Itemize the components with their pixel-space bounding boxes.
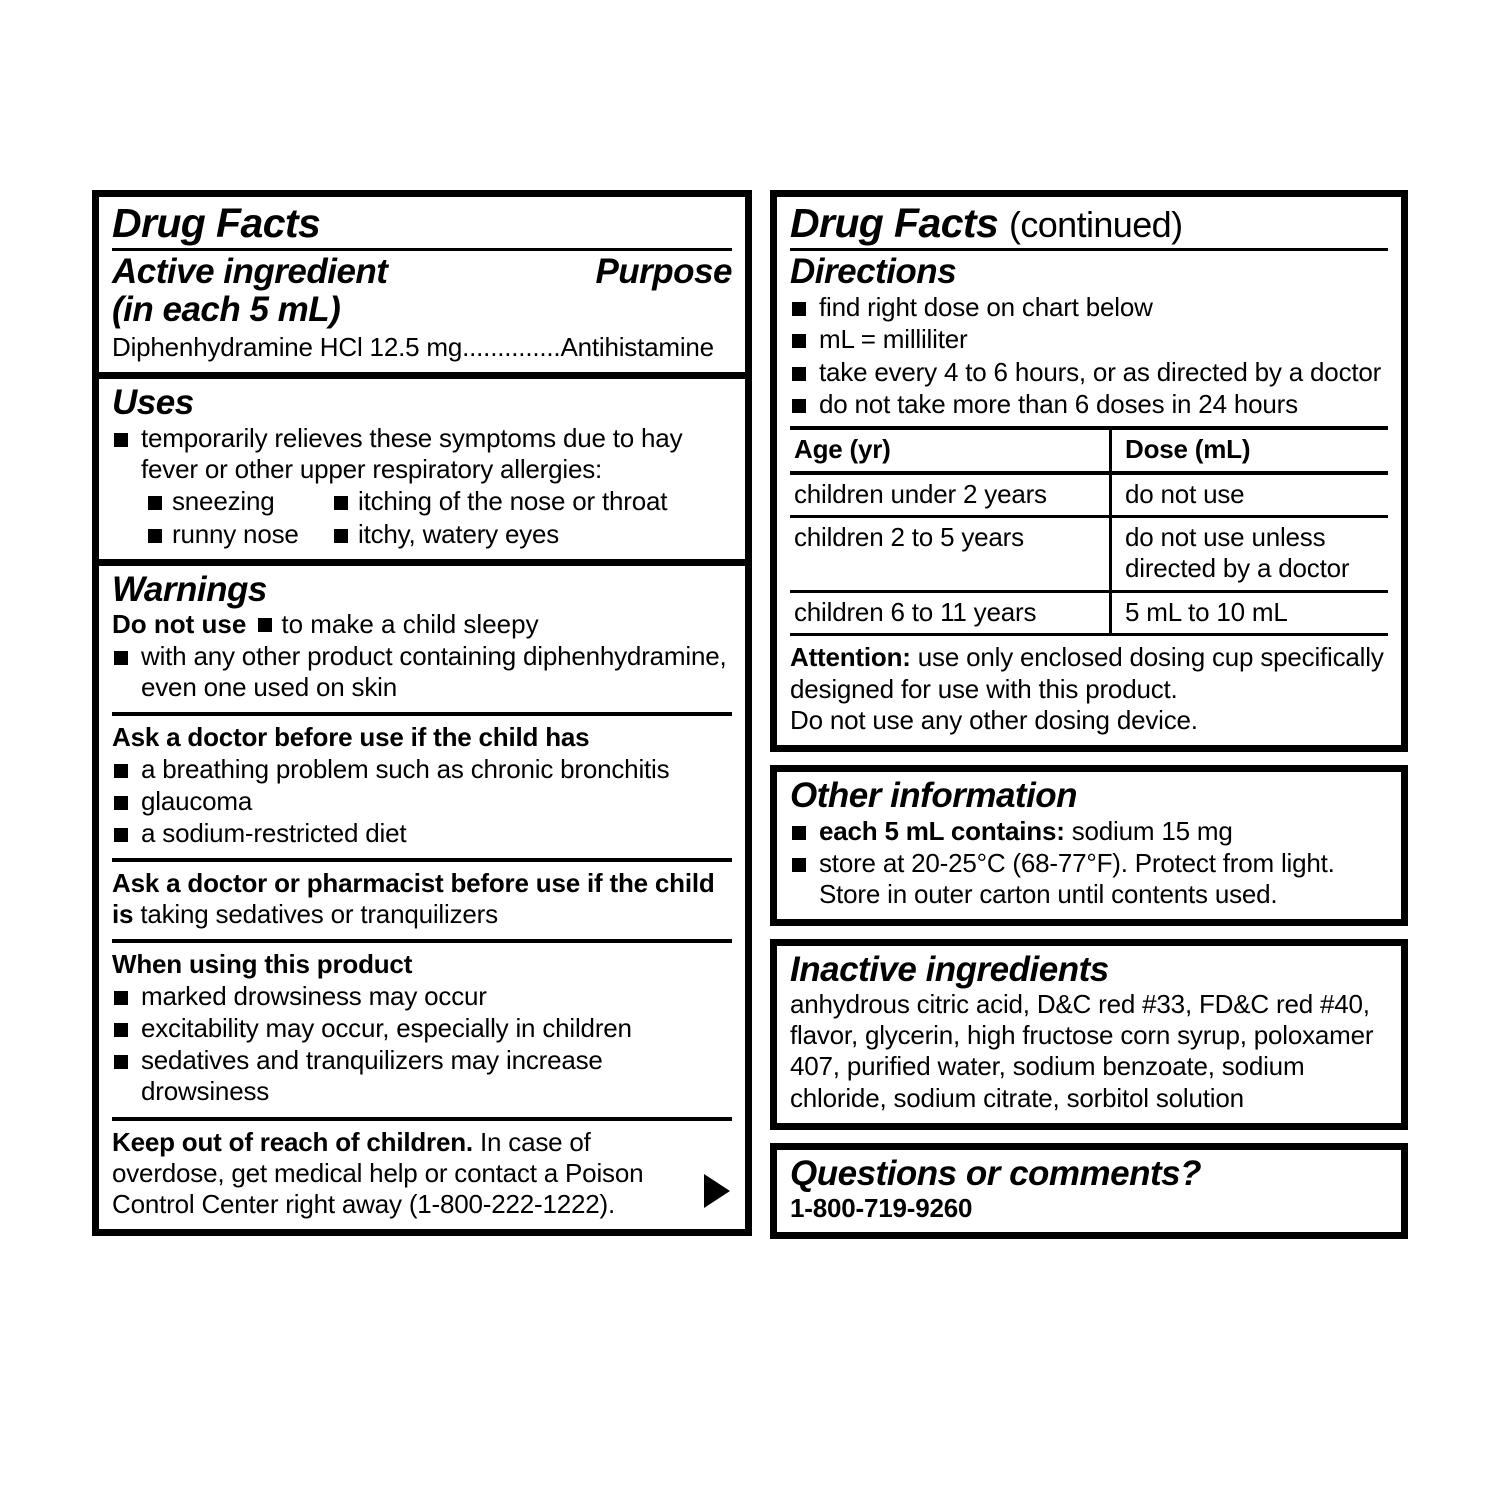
directions-panel xyxy=(770,190,1408,752)
when-using-bullets xyxy=(112,981,732,1108)
uses-symptoms-col2 xyxy=(328,485,732,549)
list-item: a breathing problem such as chronic bronchitis xyxy=(112,754,732,785)
ask-pharmacist-heading: Ask a doctor or pharmacist before use if the child xyxy=(112,868,715,899)
do-not-use-bullets xyxy=(112,641,732,703)
list-item: do not take more than 6 doses in 24 hours xyxy=(790,389,1388,420)
list-item: itchy, watery eyes xyxy=(328,519,732,550)
list-item: mL = milliliter xyxy=(790,324,1388,355)
section-questions xyxy=(777,1150,1401,1232)
other-info-text-1: store at 20-25°C (68-77°F). Protect from light. Store in outer carton until contents used. xyxy=(819,847,1335,910)
cell-age: children 6 to 11 years xyxy=(790,591,1111,635)
section-other-information xyxy=(777,772,1401,919)
section-inactive-ingredients xyxy=(777,946,1401,1123)
warnings-subdivider xyxy=(112,858,732,862)
column-header-age: Age (yr) xyxy=(790,428,1111,473)
list-item: with any other product containing diphenhydramine, even one used on skin xyxy=(112,641,732,703)
other-information-heading: Other information xyxy=(790,775,1078,815)
left-panel xyxy=(92,190,752,1236)
list-item: itching of the nose or throat xyxy=(328,486,732,517)
list-item: sneezing xyxy=(142,486,328,517)
title-rule xyxy=(112,248,732,251)
cell-dose: do not use xyxy=(1125,478,1245,509)
inactive-ingredients-panel xyxy=(770,939,1408,1130)
directions-heading: Directions xyxy=(790,252,957,292)
warnings-subdivider xyxy=(112,712,732,716)
table-row xyxy=(790,517,1388,591)
ask-pharmacist-bold-word: is xyxy=(112,899,134,930)
page-title-continued-suffix: (continued) xyxy=(1008,204,1183,245)
attention-label: Attention: xyxy=(790,642,911,673)
active-ingredient-heading-line1: Active ingredient xyxy=(112,252,388,292)
do-not-use-label: Do not use xyxy=(112,608,247,639)
ask-pharmacist-text: taking sedatives or tranquilizers xyxy=(133,899,498,930)
other-info-bold-0: each 5 mL contains: xyxy=(819,815,1065,846)
keep-out-bold: Keep out of reach of children. xyxy=(112,1126,473,1157)
keep-out-of-reach-block xyxy=(112,1127,732,1221)
warnings-subdivider xyxy=(112,939,732,943)
attention-text: use only enclosed dosing cup specifically designed for use with this product. xyxy=(790,642,1384,704)
keep-out-of-reach-line xyxy=(112,1127,732,1221)
questions-heading: Questions or comments? xyxy=(790,1153,1202,1193)
section-uses xyxy=(99,379,745,559)
column-header-dose: Dose (mL) xyxy=(1125,434,1251,464)
ask-doctor-heading: Ask a doctor before use if the child has xyxy=(112,722,590,753)
questions-panel xyxy=(770,1143,1408,1239)
table-header-row xyxy=(790,428,1388,473)
purpose-heading: Purpose xyxy=(595,252,732,292)
list-item: sedatives and tranquilizers may increase drowsiness xyxy=(112,1045,732,1107)
active-ingredient-heading-line2: (in each 5 mL) xyxy=(112,290,341,330)
title-rule xyxy=(790,248,1388,251)
table-row xyxy=(790,473,1388,517)
keep-out-text: In case of overdose, get medical help or contact a Poison Control Center right away (1-800-222-1222). xyxy=(112,1126,644,1220)
inactive-ingredients-text: anhydrous citric acid, D&C red #33, FD&C red #40, flavor, glycerin, high fructose corn syrup, poloxamer 407, purified water, sodium benzoate, sodium chloride, sodium citrate, sorbitol solution xyxy=(790,989,1374,1113)
section-divider xyxy=(99,372,745,379)
section-warnings xyxy=(99,566,745,1229)
directions-bullets xyxy=(790,292,1388,420)
warnings-subdivider xyxy=(112,1117,732,1121)
page-title-continued xyxy=(790,202,1388,245)
section-directions xyxy=(777,197,1401,745)
section-divider xyxy=(99,559,745,566)
list-item: runny nose xyxy=(142,519,328,550)
list-item: excitability may occur, especially in children xyxy=(112,1013,732,1044)
ask-doctor-bullets xyxy=(112,754,732,850)
list-item: a sodium-restricted diet xyxy=(112,818,732,849)
page-title-continued-main: Drug Facts xyxy=(790,200,999,246)
left-column xyxy=(92,190,752,1236)
square-bullet-icon xyxy=(258,618,272,632)
questions-phone[interactable]: 1-800-719-9260 xyxy=(790,1192,973,1223)
uses-bullet-list xyxy=(112,423,732,485)
other-info-text-0: sodium 15 mg xyxy=(1064,815,1233,846)
warnings-heading: Warnings xyxy=(112,569,267,609)
continued-arrow-icon xyxy=(704,1174,730,1208)
list-item: glaucoma xyxy=(112,786,732,817)
list-item xyxy=(790,848,1388,910)
uses-symptoms-col1 xyxy=(142,485,328,549)
list-item: find right dose on chart below xyxy=(790,292,1388,323)
other-information-bullets xyxy=(790,816,1388,911)
attention-line xyxy=(790,642,1388,704)
page-title: Drug Facts xyxy=(112,200,321,246)
cell-age: children 2 to 5 years xyxy=(790,517,1111,591)
right-column xyxy=(770,190,1408,1239)
do-not-use-first-item: to make a child sleepy xyxy=(281,608,539,639)
drug-facts-label xyxy=(92,190,1408,1239)
uses-symptom-columns xyxy=(142,485,732,549)
when-using-heading: When using this product xyxy=(112,949,413,980)
uses-bullet-main: temporarily relieves these symptoms due to hay fever or other upper respiratory allergies: xyxy=(112,423,732,485)
cell-dose: do not use unless directed by a doctor xyxy=(1125,522,1350,584)
other-information-panel xyxy=(770,765,1408,926)
uses-heading: Uses xyxy=(112,383,194,423)
section-active-ingredient xyxy=(99,197,745,372)
active-ingredient-line: Diphenhydramine HCl 12.5 mg..............Antihistamine xyxy=(112,332,714,363)
list-item: take every 4 to 6 hours, or as directed by a doctor xyxy=(790,357,1388,388)
cell-dose: 5 mL to 10 mL xyxy=(1125,596,1288,627)
do-not-use-line xyxy=(112,609,732,640)
list-item xyxy=(790,816,1388,847)
ask-pharmacist-line xyxy=(112,899,732,930)
active-ingredient-headings xyxy=(112,253,732,329)
table-row xyxy=(790,591,1388,635)
dosage-table xyxy=(790,426,1388,636)
inactive-ingredients-heading: Inactive ingredients xyxy=(790,950,1109,990)
list-item: marked drowsiness may occur xyxy=(112,981,732,1012)
cell-age: children under 2 years xyxy=(790,473,1111,517)
attention-text-2: Do not use any other dosing device. xyxy=(790,704,1198,735)
